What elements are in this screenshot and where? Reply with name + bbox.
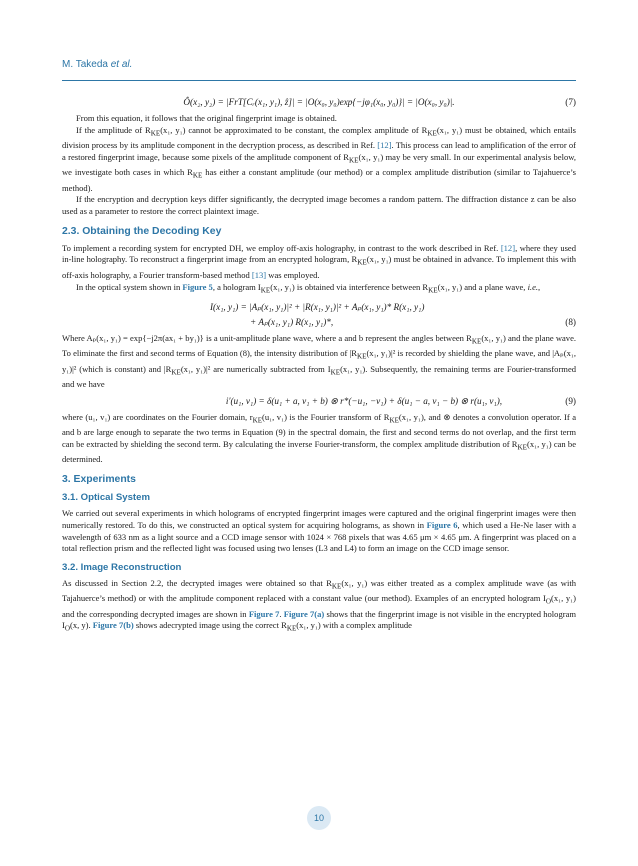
- figure-6-link[interactable]: Figure 6: [426, 519, 458, 530]
- ref-12-link[interactable]: [12]: [500, 242, 516, 253]
- header-rule: [62, 80, 576, 81]
- header-etal: et al.: [110, 59, 133, 70]
- page-body: [62, 92, 576, 636]
- paragraph-5: In the optical system shown in Figure 5, a hologram $I_{KE}(x_1$, y₁) is obtained via interference between $R_{KE}(x_1$, y₁) and a plane wave, i.e.,: [76, 281, 541, 295]
- page-number: 10: [307, 806, 331, 830]
- paragraph-1: From this equation, it follows that the original fingerprint image is obtained.: [76, 113, 337, 123]
- paragraph-7: where (u₁, v₁) are coordinates on the Fourier domain, $r_{KE}(u_1$, v₁) is the Fourier transform of $R_{KE}(x_1$, y₁), and ⊗ denotes a convolution operator. If a and b are large enough to separate the two terms in Equation (9) in the spectral domain, the first and second terms do not overlap, and the first term can be extracted by shielding the second term. By calculating the inverse Fourier-transform, the complex amplitude distribution of $R_{KE}(x_1$, y₁) can be determined.: [62, 411, 576, 465]
- figure-7b-link[interactable]: Figure 7(b): [92, 620, 134, 631]
- paragraph-6: Where Aₚ(x₁, y₁) = exp{−j2π(ax₁ + by₁)} is a unit-amplitude plane wave, where a and b represent the angles between $R_{KE}(x_1$, y₁) and the plane wave. To eliminate the first and second terms of Equation (8), the intensity distribution of $|R_{KE}(x_1$, y₁)|² is recorded by shielding the plane wave, and |Aₚ(x₁, y₁)|² (which is constant) and $|R_{KE}(x_1$, y₁)|² are numerically subtracted from $I_{KE}(x_1$, y₁). Subsequently, the remaining terms are Fourier-transformed and we have: [62, 332, 577, 390]
- figure-7a-link[interactable]: Figure 7(a): [283, 608, 325, 619]
- equation-7-body: Ô(x₂, y₂) = |FrT[Cᵣ(x₁, y₁), ẑ]| = |O(x₀, y₀)exp{−jφ₁(x₀, y₀)}| = |O(x₀, y₀)|.: [183, 97, 455, 107]
- header-author: M. Takeda: [62, 59, 111, 70]
- equation-9-number: (9): [565, 395, 576, 406]
- paragraph-8: We carried out several experiments in which holograms of encrypted fingerprint images were captured and the original fingerprint images were then numerically restored. To do this, we constructed an optical system for acquiring holograms, as shown in Figure 6, which used a He-Ne laser with a wavelength of 633 nm as a light source and a CCD image sensor with 1024 × 768 pixels that was 4.65 μm × 4.65 μm. A fingerprint was placed on a total reflection prism and the reflected light was focused using two lenses (L3 and L4) to form an image on the CCD image sensor.: [62, 508, 577, 554]
- equation-9-body: i′(u₁, v₁) = δ(u₁ + a, v₁ + b) ⊗ r*(−u₁, −v₁) + δ(u₁ − a, v₁ − b) ⊗ r(u₁, v₁),: [225, 395, 503, 406]
- section-2-3-heading: 2.3. Obtaining the Decoding Key: [62, 225, 222, 237]
- equation-7-number: (7): [565, 97, 576, 107]
- section-3-2-heading: 3.2. Image Reconstruction: [62, 561, 182, 573]
- equation-8-line-2: + Aₚ(x₁, y₁) R(x₁, y₁)*,: [250, 316, 334, 327]
- paragraph-3: If the encryption and decryption keys differ significantly, the decrypted image becomes a random pattern. The diffraction distance z can be also used as a parameter to restore the correct plaintext image.: [62, 194, 576, 217]
- figure-7-link[interactable]: Figure 7: [248, 608, 280, 619]
- equation-8-line-1: I(x₁, y₁) = |Aₚ(x₁, y₁)|² + |R(x₁, y₁)|² + Aₚ(x₁, y₁)* R(x₁, y₁): [210, 301, 425, 312]
- paragraph-9: As discussed in Section 2.2, the decrypted images were obtained so that $R_{KE}(x_1$, y₁) was either treated as a complex amplitude wave (as with Tajahuerce’s method) or with the amplitude component replaced with a constant value (our method). Examples of an encrypted hologram $I_O(x_1$, y₁) and the corresponding decrypted images are shown in Figure 7. Figure 7(a) shows that the fingerprint image is not visible in the encrypted hologram $I_O(x$, y). Figure 7(b) shows adecrypted image using the correct $R_{KE}(x_1$, y₁) with a complex amplitude: [62, 577, 577, 634]
- equation-7: [62, 95, 576, 110]
- ref-13-link[interactable]: [13]: [251, 269, 267, 280]
- running-header: [62, 59, 132, 70]
- paragraph-4: To implement a recording system for encrypted DH, we employ off-axis holography, in contrast to the work described in Ref. [12], where they used in-line holography. To reconstruct a fingerprint image from an encrypted hologram, $R_{KE}(x_1$, y₁) must be obtained in advance. To implement this with off-axis holography, a Fourier transform-based method [13] was employed.: [62, 242, 576, 280]
- figure-5-link[interactable]: Figure 5: [182, 281, 213, 292]
- paragraph-2: If the amplitude of $R_{KE}(x_1$, y₁) cannot be approximated to be constant, the complex amplitude of $R_{KE}(x_1$, y₁) must be obtained, which entails division process by its amplitude component in the decryption process, as described in Ref. [12]. This process can lead to amplification of the error of a restored fingerprint image, because some pixels of the amplitude component of $R_{KE}(x_1$, y₁) may be very small. In our experimental analysis below, we investigate both cases in which $R_{KE}$ has either a constant amplitude (our method) or a complex amplitude distribution (similar to Tajahuerce’s method).: [62, 124, 576, 193]
- equation-8-number: (8): [565, 316, 576, 327]
- section-3-1-heading: 3.1. Optical System: [62, 492, 150, 504]
- equation-8: [62, 300, 576, 330]
- section-3-heading: 3. Experiments: [62, 474, 136, 486]
- equation-9: [62, 394, 576, 409]
- ref-12-link[interactable]: [12]: [377, 140, 392, 151]
